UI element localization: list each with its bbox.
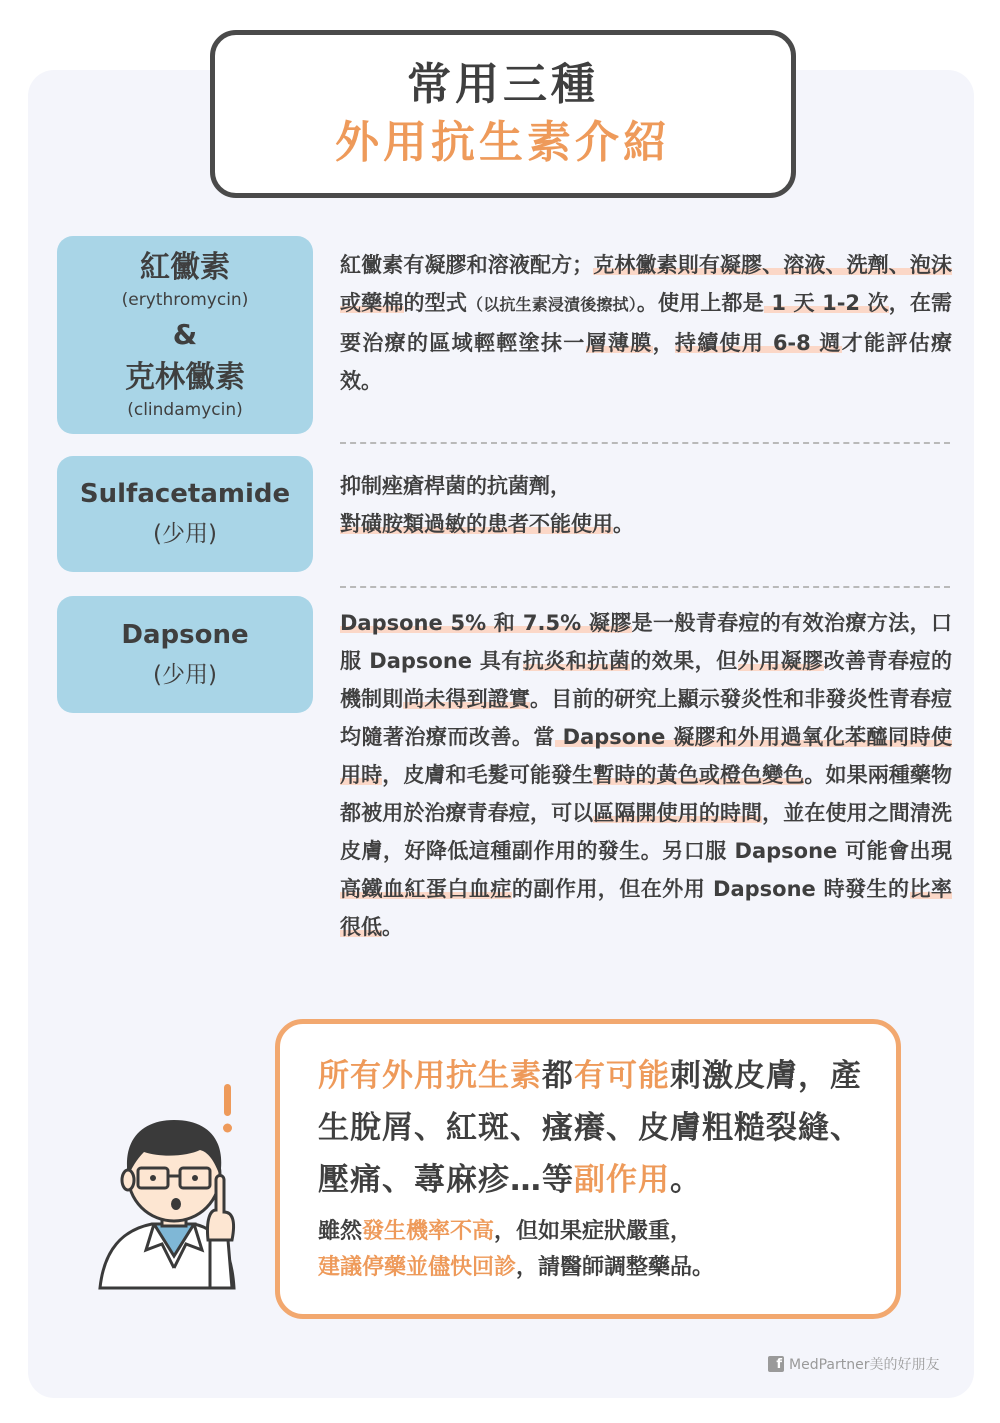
label-erythromycin: 紅黴素 xyxy=(140,250,230,285)
text-run: 。如果兩種藥物都被用於治療青春痘，可以 xyxy=(340,763,953,825)
text-run: 的副作用，但在外用 Dapsone 時發生的 xyxy=(511,877,910,901)
highlight-text: Dapsone 5% 和 7.5% 凝膠 xyxy=(340,611,632,635)
label-sulfacetamide xyxy=(57,456,313,572)
highlight-text: 1 天 1-2 次 xyxy=(763,291,889,315)
label-sulfacetamide-name: Sulfacetamide xyxy=(79,479,291,509)
text-run: 才能評估療效。 xyxy=(340,331,953,393)
highlight-text: 對磺胺類過敏的患者不能使用 xyxy=(340,512,613,536)
highlight-text: 比率很低 xyxy=(340,877,952,939)
text-run: 刺激皮膚，產生脫屑、紅斑、瘙癢、皮膚粗糙裂縫、壓痛、蕁麻疹…等 xyxy=(318,1058,862,1198)
exclamation-icon xyxy=(224,1084,231,1116)
text-run: 紅黴素有凝膠和溶液配方； xyxy=(340,253,594,277)
highlight-text: 暫時的黃色或橙色變色 xyxy=(593,763,805,787)
warning-sub-text xyxy=(318,1214,888,1286)
title-line-1: 常用三種 xyxy=(407,59,599,110)
title-box xyxy=(210,30,796,198)
doctor-illustration xyxy=(92,1080,272,1295)
emphasis-text: 所有外用抗生素 xyxy=(318,1058,542,1094)
emphasis-text: 發生機率不高 xyxy=(362,1219,495,1244)
text-run: 。使用上都是 xyxy=(636,291,764,315)
text-run: 。 xyxy=(613,512,634,536)
highlight-text: 抗炎和抗菌 xyxy=(522,649,631,673)
highlight-text: 克林黴素則有凝膠、溶液 xyxy=(593,253,826,277)
divider-1 xyxy=(340,442,950,444)
text-run: ，皮膚和毛髮可能發生 xyxy=(382,763,594,787)
text-run: 。目前的研究上顯示發炎性和非發炎性青春痘均隨著治療而改善。當 xyxy=(340,687,953,749)
text-run: 改善青春痘的機制則 xyxy=(340,649,952,711)
text-run: 是一般青春痘的有效治療方法，口服 Dapsone 具有 xyxy=(340,611,952,673)
text-run: 。 xyxy=(382,915,403,939)
text-run: （以抗生素浸漬後擦拭） xyxy=(467,295,637,314)
desc-sulfacetamide xyxy=(340,467,952,543)
label-erythromycin-en: (erythromycin) xyxy=(121,290,249,310)
label-sulfacetamide-note: (少用) xyxy=(153,521,217,547)
label-dapsone-name: Dapsone xyxy=(121,619,249,650)
desc-erythromycin-clindamycin xyxy=(340,246,952,400)
emphasis-text: 有可能 xyxy=(574,1058,670,1094)
highlight-text: 、洗劑、泡沫或藥棉 xyxy=(340,253,953,315)
footer-text: MedPartner美的好朋友 xyxy=(789,1357,940,1373)
text-run: ， xyxy=(652,331,675,355)
label-dapsone xyxy=(57,596,313,713)
desc-dapsone xyxy=(340,604,952,946)
highlight-text: 層薄膜 xyxy=(585,331,653,355)
label-clindamycin-en: (clindamycin) xyxy=(127,400,243,420)
highlight-text: 外用凝膠 xyxy=(737,649,824,673)
text-run: 抑制痤瘡桿菌的抗菌劑， xyxy=(340,474,571,498)
highlight-text: 區隔開使用的時間 xyxy=(593,801,763,825)
footer-credit xyxy=(768,1354,939,1374)
text-run: 的型式 xyxy=(403,291,468,315)
emphasis-text: 副作用 xyxy=(574,1162,670,1198)
highlight-text: 高鐵血紅蛋白血症 xyxy=(340,877,512,901)
emphasis-text: 建議停藥並儘快回診 xyxy=(318,1255,517,1280)
warning-box xyxy=(275,1019,901,1319)
label-ampersand: & xyxy=(172,318,198,351)
highlight-text: 持續使用 6-8 週 xyxy=(674,331,842,355)
text-run: ，在需要治療的區域輕輕塗抹一 xyxy=(340,291,953,355)
label-clindamycin: 克林黴素 xyxy=(125,360,245,395)
facebook-icon: f xyxy=(768,1356,784,1372)
text-run: 的效果，但 xyxy=(630,649,738,673)
text-run: 都 xyxy=(542,1058,574,1094)
label-dapsone-note: (少用) xyxy=(153,661,217,688)
highlight-text: Dapsone 凝膠和外用過氧化苯醯同時使用時 xyxy=(340,725,952,787)
highlight-text: 尚未得到證實 xyxy=(403,687,530,711)
text-run: ，請醫師調整藥品。 xyxy=(516,1255,715,1280)
warning-main-text xyxy=(318,1050,888,1206)
divider-2 xyxy=(340,586,950,588)
label-erythromycin-clindamycin xyxy=(57,236,313,434)
text-run: 。 xyxy=(670,1162,702,1198)
text-run: ，並在使用之間清洗皮膚，好降低這種副作用的發生。另口服 Dapsone 可能會出現 xyxy=(340,801,953,863)
title-line-2: 外用抗生素介紹 xyxy=(335,117,671,168)
text-run: ，但如果症狀嚴重， xyxy=(494,1219,693,1244)
text-run: 雖然 xyxy=(318,1219,363,1244)
